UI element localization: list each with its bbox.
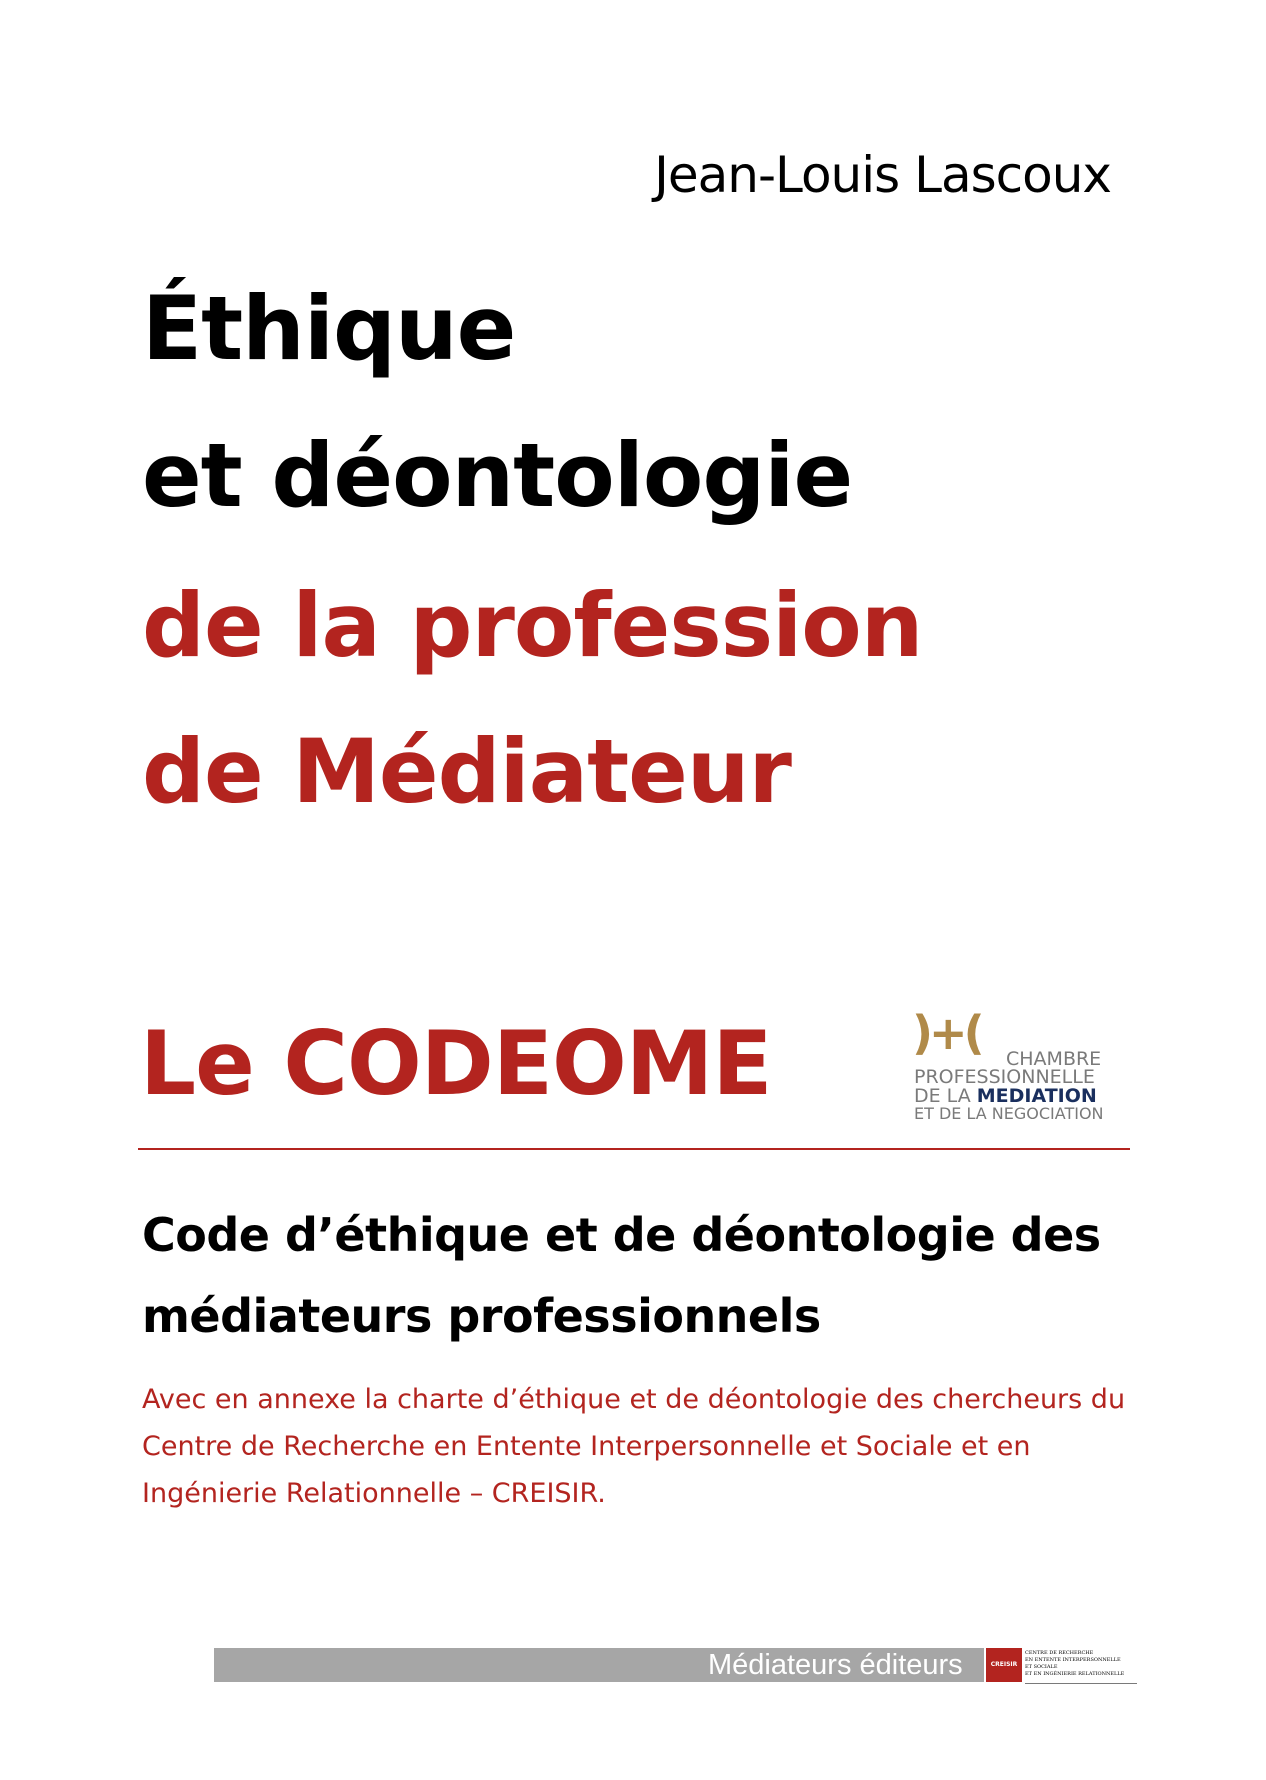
logo-line-chambre: CHAMBRE	[1006, 1048, 1102, 1070]
logo-line-professionnelle: PROFESSIONNELLE	[914, 1066, 1095, 1088]
creisir-line-1: CENTRE DE RECHERCHE	[1025, 1650, 1094, 1656]
chamber-logo	[912, 1006, 1132, 1128]
logo-mark-glyphs: )+(	[912, 1006, 981, 1060]
title-line-3: de la profession	[142, 574, 923, 677]
creisir-line-4: ET EN INGÉNIERIE RELATIONNELLE	[1025, 1671, 1125, 1677]
creisir-description	[1025, 1650, 1140, 1678]
codeome-heading: Le CODEOME	[140, 1012, 772, 1115]
creisir-underline	[1025, 1683, 1137, 1684]
author-name: Jean-Louis Lascoux	[654, 146, 1111, 204]
logo-mark-icon	[912, 1006, 981, 1060]
title-line-2: et déontologie	[142, 424, 853, 527]
footer-bar	[214, 1648, 708, 1682]
annex-note: Avec en annexe la charte d’éthique et de déontologie des chercheurs du Centre de Recherche en Entente Interpersonnelle et Sociale et en Ingénierie Relationnelle – CREISIR.	[142, 1384, 1126, 1509]
logo-line-mediation-prefix: DE LA	[914, 1085, 977, 1107]
title-line-4: de Médiateur	[142, 720, 791, 823]
creisir-logo-icon: CREISIR	[986, 1648, 1022, 1682]
logo-line-negociation: ET DE LA NEGOCIATION	[914, 1104, 1104, 1123]
subtitle: Code d’éthique et de déontologie des médiateurs professionnels	[142, 1208, 1101, 1343]
title-line-1: Éthique	[142, 277, 516, 380]
publisher-label: Médiateurs éditeurs	[708, 1648, 984, 1682]
creisir-line-3: ET SOCIALE	[1025, 1664, 1058, 1670]
logo-line-mediation-bold: MEDIATION	[976, 1085, 1097, 1107]
creisir-line-2: EN ENTENTE INTERPERSONNELLE	[1025, 1657, 1121, 1663]
divider-rule	[138, 1148, 1130, 1150]
